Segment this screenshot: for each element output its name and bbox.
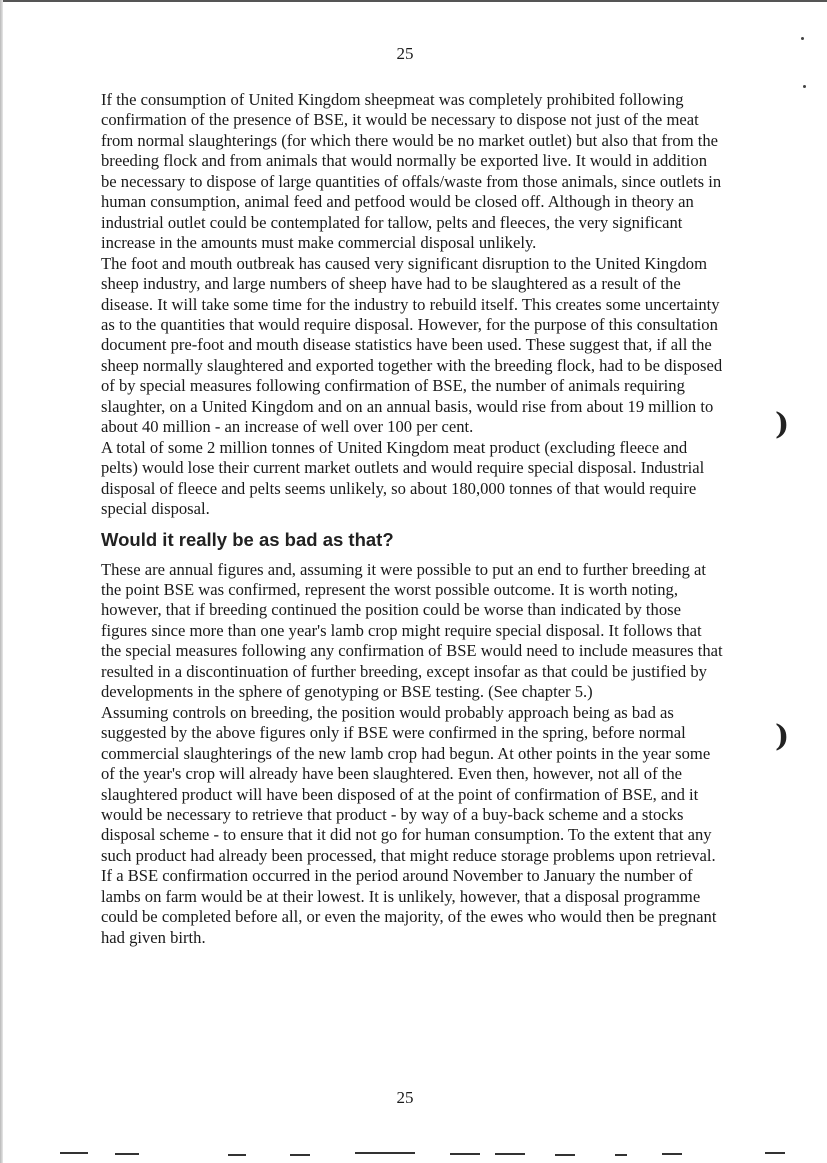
punch-hole-mark: ): [775, 407, 790, 442]
punch-hole-mark: ): [775, 719, 790, 754]
scan-edge-mark: [765, 1152, 785, 1154]
scan-edge-mark: [555, 1154, 575, 1156]
scan-edge-mark: [115, 1153, 139, 1155]
scan-speck: [801, 37, 804, 40]
section-heading: Would it really be as bad as that?: [101, 528, 394, 550]
scan-edge-mark: [450, 1153, 480, 1155]
scan-edge-mark: [662, 1153, 682, 1155]
paragraph: A total of some 2 million tonnes of United Kingdom meat product (excluding fleece and pelts) would lose their current market outlets and would require special disposal. Industrial disposal of fleece and pelts seems unlikely, so about 180,000 tonnes of that would require special disposal.: [101, 437, 705, 519]
paragraph: The foot and mouth outbreak has caused very significant disruption to the United Kingdom sheep industry, and large numbers of sheep have had to be slaughtered as a result of the disease. It will take some time for the industry to rebuild itself. This creates some uncertainty as to the quantities that would require disposal. However, for the purpose of this consultation document pre-foot and mouth disease statistics have been used. These suggest that, if all the sheep normally slaughtered and exported together with the breeding flock, had to be disposed of by special measures following confirmation of BSE, the number of animals requiring slaughter, on a United Kingdom and on an annual basis, would rise from about 19 million to about 40 million - an increase of well over 100 per cent.: [101, 253, 723, 437]
paragraph: If the consumption of United Kingdom sheepmeat was completely prohibited following confirmation of the presence of BSE, it would be necessary to dispose not just of the meat from normal slaughterings (for which there would be no market outlet) but also that from the breeding flock and from animals that would normally be exported live. It would in addition be necessary to dispose of large quantities of offals/waste from those animals, since outlets in human consumption, animal feed and petfood would be closed off. Although in theory an industrial outlet could be contemplated for tallow, pelts and fleeces, the very significant increase in the amounts must make commercial disposal unlikely.: [101, 90, 722, 253]
page-number-top: 25: [396, 44, 414, 63]
document-body: [101, 90, 723, 948]
scan-edge-mark: [495, 1153, 525, 1155]
top-scan-rule: [0, 0, 827, 2]
paragraph: These are annual figures and, assuming it were possible to put an end to further breeding at the point BSE was confirmed, represent the worst possible outcome. It is worth noting, however, that if breeding continued the position could be worse than indicated by those figures since more than one year's lamb crop might require special disposal. It follows that the special measures following any confirmation of BSE would need to include measures that resulted in a discontinuation of further breeding, except insofar as that could be justified by developments in the sphere of genotyping or BSE testing. (See chapter 5.): [101, 559, 723, 702]
scan-edge-mark: [615, 1154, 627, 1156]
page-number-bottom: 25: [396, 1088, 414, 1107]
scan-edge-mark: [228, 1154, 246, 1156]
scan-edge-mark: [355, 1152, 415, 1154]
paragraph: Assuming controls on breeding, the position would probably approach being as bad as suggested by the above figures only if BSE were confirmed in the spring, before normal commercial slaughterings of the new lamb crop had begun. At other points in the year some of the year's crop will already have been slaughtered. Even then, however, not all of the slaughtered product will have been disposed of at the point of confirmation of BSE, and it would be necessary to retrieve that product - by way of a buy-back scheme and a stocks disposal scheme - to ensure that it did not go for human consumption. To the extent that any such product had already been processed, that might reduce storage problems upon retrieval. If a BSE confirmation occurred in the period around November to January the number of lambs on farm would be at their lowest. It is unlikely, however, that a disposal programme could be completed before all, or even the majority, of the ewes who would then be pregnant had given birth.: [101, 702, 717, 947]
scan-speck: [803, 85, 806, 88]
scan-edge-mark: [290, 1154, 310, 1156]
scan-edge-mark: [60, 1152, 88, 1154]
left-page-edge: [0, 0, 3, 1163]
